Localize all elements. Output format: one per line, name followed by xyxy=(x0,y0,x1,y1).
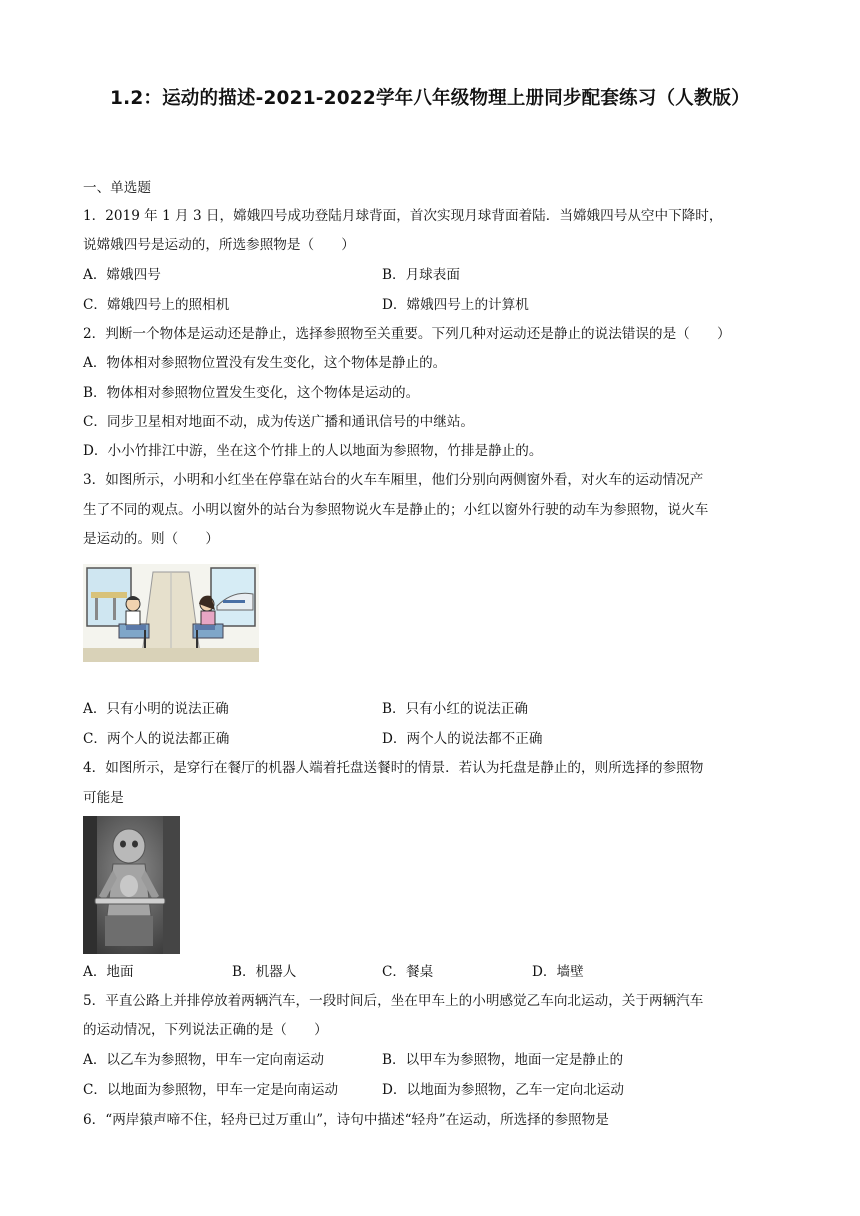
q2-option-c: C．同步卫星相对地面不动，成为传送广播和通讯信号的中继站。 xyxy=(83,414,475,430)
q4-option-c: C．餐桌 xyxy=(382,964,434,980)
q1-option-d: D．嫦娥四号上的计算机 xyxy=(382,297,529,313)
train-carriage-illustration xyxy=(83,564,259,662)
q3-option-d: D．两个人的说法都不正确 xyxy=(382,731,543,747)
q5-option-a: A．以乙车为参照物，甲车一定向南运动 xyxy=(83,1052,324,1068)
q1-option-c: C．嫦娥四号上的照相机 xyxy=(83,297,230,313)
q5-stem-line2: 的运动情况，下列说法正确的是（ ） xyxy=(83,1022,328,1038)
q4-option-b: B．机器人 xyxy=(232,964,297,980)
q1-option-b: B．月球表面 xyxy=(382,267,460,283)
restaurant-robot-photo xyxy=(83,816,180,954)
q2-option-d: D．小小竹排江中游，坐在这个竹排上的人以地面为参照物，竹排是静止的。 xyxy=(83,443,543,459)
q4-stem-line2: 可能是 xyxy=(83,790,124,806)
q5-stem-line1: 5．平直公路上并排停放着两辆汽车，一段时间后，坐在甲车上的小明感觉乙车向北运动，关于两辆汽车 xyxy=(83,993,704,1009)
q3-option-a: A．只有小明的说法正确 xyxy=(83,701,229,717)
q2-stem: 2．判断一个物体是运动还是静止，选择参照物至关重要。下列几种对运动还是静止的说法错误的是（ ） xyxy=(83,326,731,342)
q4-option-a: A．地面 xyxy=(83,964,134,980)
q4-stem-line1: 4．如图所示，是穿行在餐厅的机器人端着托盘送餐时的情景．若认为托盘是静止的，则所选择的参照物 xyxy=(83,760,704,776)
q1-stem-line2: 说嫦娥四号是运动的，所选参照物是（ ） xyxy=(83,237,355,253)
q3-option-b: B．只有小红的说法正确 xyxy=(382,701,528,717)
q1-option-a: A．嫦娥四号 xyxy=(83,267,161,283)
q5-option-b: B．以甲车为参照物，地面一定是静止的 xyxy=(382,1052,624,1068)
q4-option-d: D．墙壁 xyxy=(532,964,584,980)
q3-stem-line3: 是运动的。则（ ） xyxy=(83,531,219,547)
q3-stem-line2: 生了不同的观点。小明以窗外的站台为参照物说火车是静止的；小红以窗外行驶的动车为参照物，说火车 xyxy=(83,502,709,518)
q3-option-c: C．两个人的说法都正确 xyxy=(83,731,230,747)
section-heading: 一、单选题 xyxy=(83,180,151,196)
q1-stem-line1: 1．2019 年 1 月 3 日，嫦娥四号成功登陆月球背面，首次实现月球背面着陆．当嫦娥四号从空中下降时， xyxy=(83,208,723,224)
q5-option-c: C．以地面为参照物，甲车一定是向南运动 xyxy=(83,1082,339,1098)
q6-stem: 6．“两岸猿声啼不住，轻舟已过万重山”，诗句中描述“轻舟”在运动，所选择的参照物是 xyxy=(83,1112,609,1128)
q5-option-d: D．以地面为参照物，乙车一定向北运动 xyxy=(382,1082,624,1098)
q2-option-a: A．物体相对参照物位置没有发生变化，这个物体是静止的。 xyxy=(83,355,447,371)
q2-option-b: B．物体相对参照物位置发生变化，这个物体是运动的。 xyxy=(83,385,420,401)
document-title: 1.2：运动的描述-2021-2022学年八年级物理上册同步配套练习（人教版） xyxy=(110,88,750,109)
q3-stem-line1: 3．如图所示，小明和小红坐在停靠在站台的火车车厢里，他们分别向两侧窗外看，对火车的运动情况产 xyxy=(83,472,704,488)
